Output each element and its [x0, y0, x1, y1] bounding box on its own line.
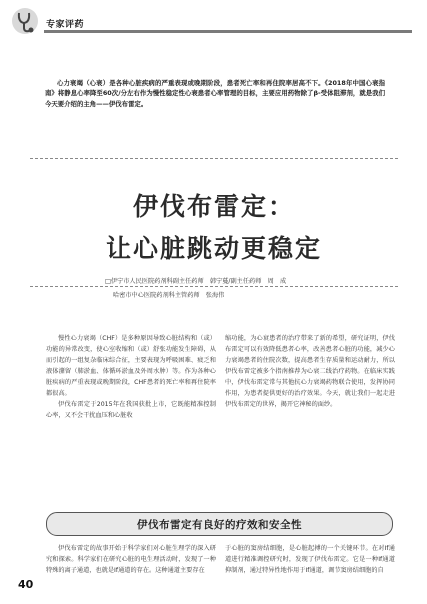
title-line-2: 让心脏跳动更稳定	[105, 234, 322, 263]
body-paragraph: 伊伐布雷定于2015年在我国获批上市，它既能精准控制心率，又不会干扰血压和心脏收	[46, 401, 216, 419]
body-column-right	[225, 333, 395, 410]
header-rule	[44, 30, 412, 33]
authors-line-1: □伊宁市人民医院药剂科副主任药师 韩宁蔓/副主任药师 周 成	[105, 278, 287, 285]
body2-column-left	[46, 543, 216, 576]
intro-paragraph: 心力衰竭（心衰）是各种心脏疾病的严重表现或晚期阶段，患者死亡率和再住院率居高不下。《2018年中国心衰指南》将静息心率降至60次/分左右作为慢性稳定性心衰患者心率管理的目标，主要应用药物除了β-受体阻滞剂，就是我们今天要介绍的主角——伊伐布雷定。	[45, 79, 385, 108]
body-column-left	[46, 333, 216, 421]
authors-line-2: 哈密市中心医院药剂科主管药师 张海伟	[113, 292, 225, 299]
article-title	[30, 158, 398, 287]
body2-column-right	[225, 543, 395, 576]
section-banner	[46, 512, 393, 536]
stethoscope-icon	[10, 6, 40, 36]
authors	[105, 275, 395, 303]
body-paragraph: 于心脏的窦房结细胞，是心脏起搏的一个关键环节。在对If通道进行精准调控研究时，发现了伊伐布雷定。它是一种If通道抑制剂，通过特异性地作用于If通道，调节窦房结细胞的自	[225, 545, 395, 574]
body-paragraph: 慢性心力衰竭（CHF）是多种原因导致心脏结构和（或）功能的异常改变，使心室收缩和（或）舒张功能发生障碍，从而引起的一组复杂临床综合征，主要表现为呼吸困难、疲乏和液体潴留（肺淤血、体循环淤血及外周水肿）等。作为各种心脏疾病的严重表现或晚期阶段，CHF患者的死亡率和再住院率都很高。	[46, 335, 216, 397]
header-band	[0, 0, 427, 44]
section-title: 专家评药	[46, 20, 85, 30]
title-line-1: 伊伐布雷定：	[132, 192, 295, 221]
body-paragraph: 缩功能，为心衰患者的治疗带来了新的希望，研究证明，伊伐布雷定可以有效降低患者心率，改善患者心脏的功能，减少心力衰竭患者的住院次数，提高患者生存质量和运动耐力，所以伊伐布雷定被多个指南推荐为心衰二线治疗药物。在临床实践中，伊伐布雷定常与其他抗心力衰竭药物联合使用，发挥协同作用，为患者提供更好的治疗效果。今天，就让我们一起走进伊伐布雷定的世界，揭开它神秘的面纱。	[225, 335, 395, 408]
section-banner-text: 伊伐布雷定有良好的疗效和安全性	[137, 519, 302, 531]
body-paragraph: 伊伐布雷定的故事开始于科学家们对心脏生理学的深入研究和探索。科学家们在研究心脏的电生理活动时，发现了一种特殊的离子通道，也就是If通道的存在。这种通道主要存在	[46, 545, 216, 574]
page-number: 40	[18, 578, 34, 591]
